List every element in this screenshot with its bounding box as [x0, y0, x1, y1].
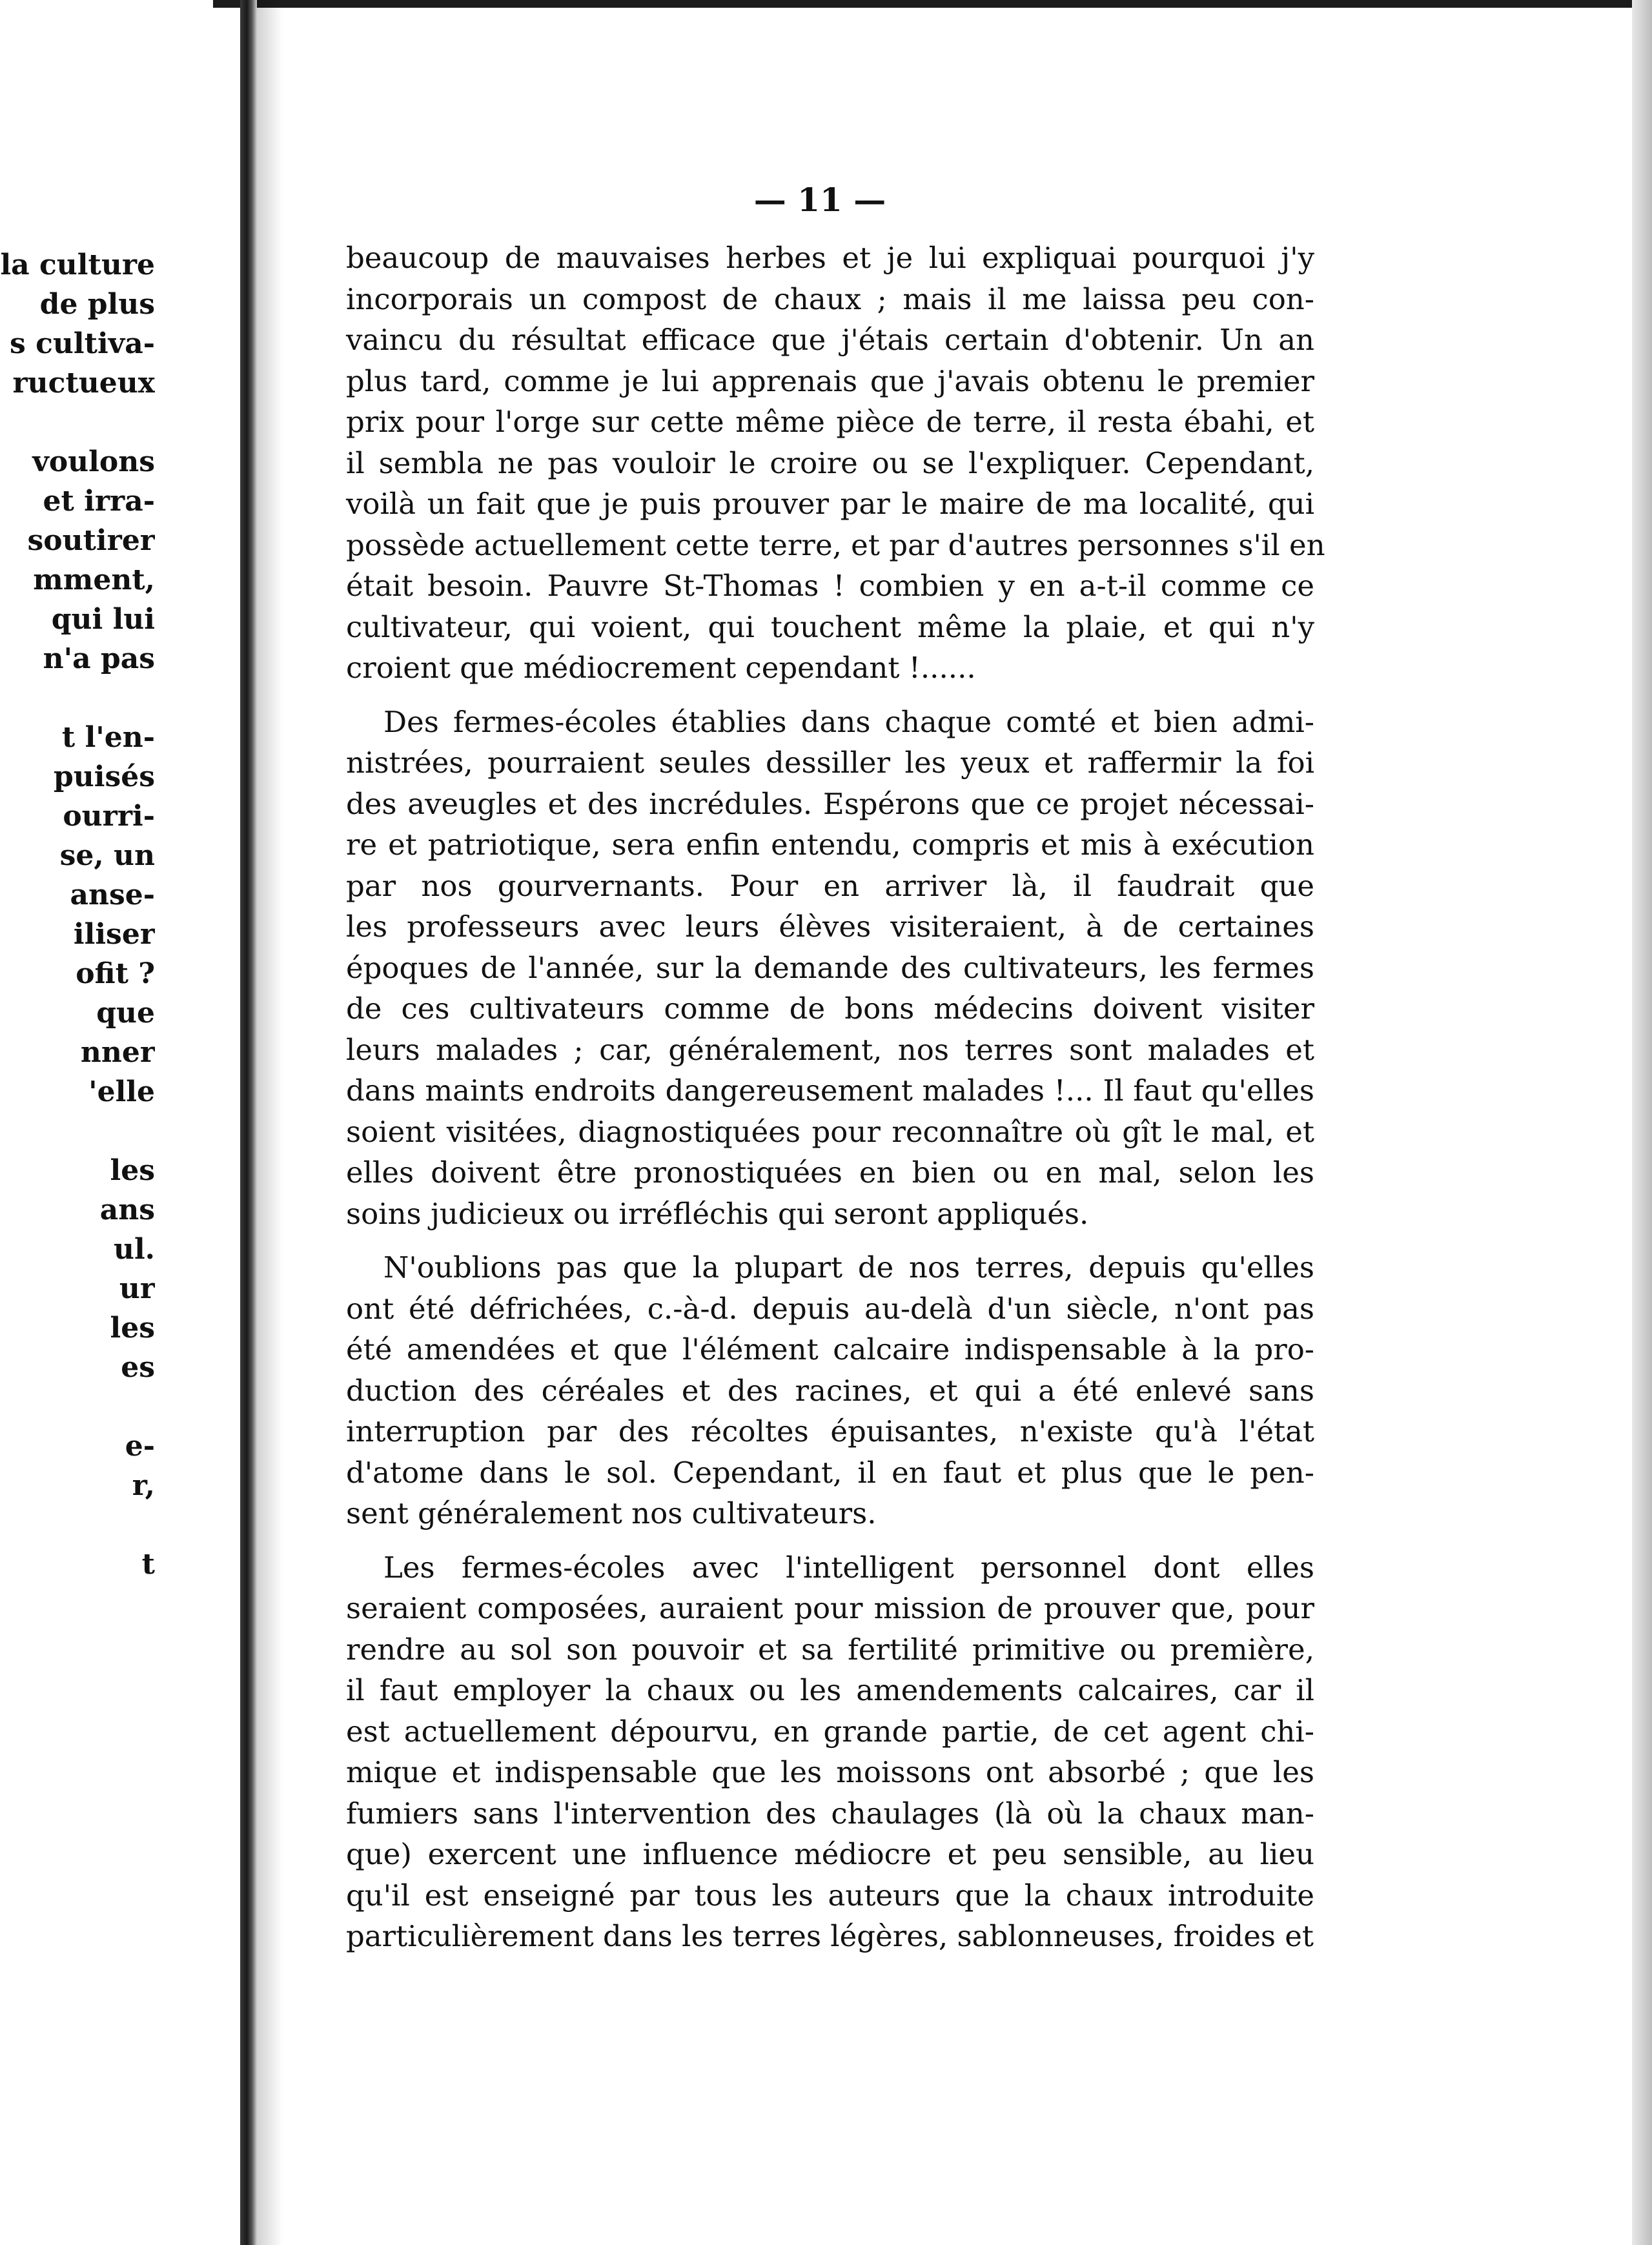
spine-shadow: [257, 0, 283, 2245]
text-line: cultivateur, qui voient, qui touchent même la plaie, et qui n'y: [346, 609, 1314, 644]
previous-page-fragment: anse-: [70, 879, 155, 911]
text-line: seraient composées, auraient pour mission de prouver que, pour: [346, 1591, 1314, 1625]
previous-page-fragment: mment,: [33, 564, 155, 596]
previous-page-fragment: ur: [119, 1272, 155, 1305]
text-line: Des fermes-écoles établies dans chaque comté et bien admi-: [383, 704, 1314, 739]
paragraph: [346, 1247, 1314, 1534]
text-line: les professeurs avec leurs élèves visiteraient, à de certaines: [346, 909, 1314, 944]
text-line: est actuellement dépourvu, en grande partie, de cet agent chi-: [346, 1714, 1314, 1749]
previous-page-fragment: nner: [80, 1036, 155, 1069]
text-line: fumiers sans l'intervention des chaulages (là où la chaux man-: [346, 1796, 1314, 1831]
previous-page-fragment: la culture: [0, 249, 155, 281]
previous-page-fragment: iliser: [73, 918, 155, 951]
text-line: de ces cultivateurs comme de bons médecins doivent visiter: [346, 991, 1314, 1026]
text-line: incorporais un compost de chaux ; mais il me laissa peu con-: [346, 281, 1314, 316]
text-line: vaincu du résultat efficace que j'étais certain d'obtenir. Un an: [346, 323, 1314, 357]
text-line: N'oublions pas que la plupart de nos terres, depuis qu'elles: [383, 1250, 1314, 1285]
text-line: que) exercent une influence médiocre et peu sensible, au lieu: [346, 1837, 1314, 1871]
text-line: mique et indispensable que les moissons ont absorbé ; que les: [346, 1755, 1314, 1789]
previous-page-fragment: voulons: [32, 445, 155, 478]
page-right-edge: [1632, 0, 1652, 2245]
previous-page-fragment: [0, 403, 155, 442]
text-line: duction des céréales et des racines, et qui a été enlevé sans: [346, 1373, 1314, 1408]
page-top-shadow: [213, 0, 1652, 8]
text-line: plus tard, comme je lui apprenais que j'avais obtenu le premier: [346, 363, 1314, 398]
text-line: beaucoup de mauvaises herbes et je lui expliquai pourquoi j'y: [346, 241, 1314, 275]
paragraph: [346, 238, 1325, 689]
text-line: elles doivent être pronostiquées en bien ou en mal, selon les: [346, 1155, 1314, 1190]
text-line: croient que médiocrement cependant !......: [346, 651, 976, 685]
previous-page-fragment: ourri-: [63, 800, 155, 833]
previous-page-fragment: ans: [99, 1194, 155, 1226]
text-line: leurs malades ; car, généralement, nos terres sont malades et: [346, 1032, 1314, 1067]
previous-page-fragment: t l'en-: [61, 721, 155, 754]
text-line: Les fermes-écoles avec l'intelligent personnel dont elles: [383, 1550, 1314, 1585]
text-line: sent généralement nos cultivateurs.: [346, 1496, 877, 1530]
text-line: soient visitées, diagnostiquées pour reconnaître où gît le mal, et: [346, 1114, 1314, 1149]
text-line: nistrées, pourraient seules dessiller les yeux et raffermir la foi: [346, 746, 1314, 780]
text-line: particulièrement dans les terres légères, sablonneuses, froides et: [346, 1919, 1314, 1953]
text-line: il sembla ne pas vouloir le croire ou se l'expliquer. Cependant,: [346, 445, 1314, 480]
text-line: d'atome dans le sol. Cependant, il en faut et plus que le pen-: [346, 1455, 1314, 1490]
previous-page-fragment: les: [110, 1154, 155, 1187]
previous-page-fragment: et irra-: [43, 485, 155, 518]
previous-page-fragment: 'elle: [88, 1075, 155, 1108]
previous-page-text-fragments: [0, 245, 155, 1584]
text-line: possède actuellement cette terre, et par d'autres personnes s'il en: [346, 527, 1325, 562]
previous-page-fragment: [0, 678, 155, 718]
text-line: par nos gourvernants. Pour en arriver là, il faudrait que: [346, 868, 1314, 903]
previous-page-fragment: t: [141, 1548, 155, 1581]
previous-page-fragment: n'a pas: [43, 642, 155, 675]
book-spine: [240, 0, 257, 2245]
previous-page-fragment: s cultiva-: [10, 327, 155, 360]
text-line: des aveugles et des incrédules. Espérons que ce projet nécessai-: [346, 786, 1314, 821]
previous-page-fragment: es: [121, 1351, 155, 1384]
previous-page-fragment: [0, 1112, 155, 1151]
text-line: était besoin. Pauvre St-Thomas ! combien y en a-t-il comme ce: [346, 569, 1314, 603]
previous-page-fragment: se, un: [59, 839, 155, 872]
text-line: prix pour l'orge sur cette même pièce de terre, il resta ébahi, et: [346, 405, 1314, 439]
previous-page-fragment: de plus: [39, 288, 155, 321]
page-number: — 11 —: [753, 181, 886, 219]
text-line: il faut employer la chaux ou les amendements calcaires, car il: [346, 1673, 1314, 1707]
previous-page-fragment: ructueux: [12, 367, 155, 400]
text-line: soins judicieux ou irréfléchis qui seront appliqués.: [346, 1196, 1089, 1231]
text-line: voilà un fait que je puis prouver par le maire de ma localité, qui: [346, 487, 1314, 521]
previous-page-fragment: soutirer: [27, 524, 155, 557]
text-line: ont été défrichées, c.-à-d. depuis au-delà d'un siècle, n'ont pas: [346, 1291, 1314, 1326]
text-line: interruption par des récoltes épuisantes, n'existe qu'à l'état: [346, 1414, 1314, 1448]
previous-page-fragment: [0, 1387, 155, 1427]
previous-page-fragment: ul.: [113, 1233, 155, 1266]
text-line: rendre au sol son pouvoir et sa fertilité primitive ou première,: [346, 1632, 1314, 1667]
previous-page-fragment: e-: [125, 1430, 155, 1463]
text-line: époques de l'année, sur la demande des cultivateurs, les fermes: [346, 950, 1314, 985]
text-line: dans maints endroits dangereusement malades !... Il faut qu'elles: [346, 1073, 1314, 1108]
text-line: été amendées et que l'élément calcaire indispensable à la pro-: [346, 1332, 1314, 1366]
text-line: qu'il est enseigné par tous les auteurs que la chaux introduite: [346, 1878, 1314, 1913]
text-line: re et patriotique, sera enfin entendu, compris et mis à exécution: [346, 828, 1314, 862]
previous-page-fragment: puisés: [53, 760, 155, 793]
paragraph: [346, 1547, 1314, 1957]
body-text: [346, 238, 1325, 1970]
paragraph: [346, 702, 1314, 1235]
previous-page-fragment: que: [96, 997, 155, 1030]
previous-page-fragment: les: [110, 1312, 155, 1345]
previous-page-fragment: qui lui: [51, 603, 155, 636]
previous-page-fragment: r,: [132, 1469, 155, 1502]
previous-page-fragment: [0, 1505, 155, 1545]
previous-page-fragment: ofit ?: [76, 957, 155, 990]
